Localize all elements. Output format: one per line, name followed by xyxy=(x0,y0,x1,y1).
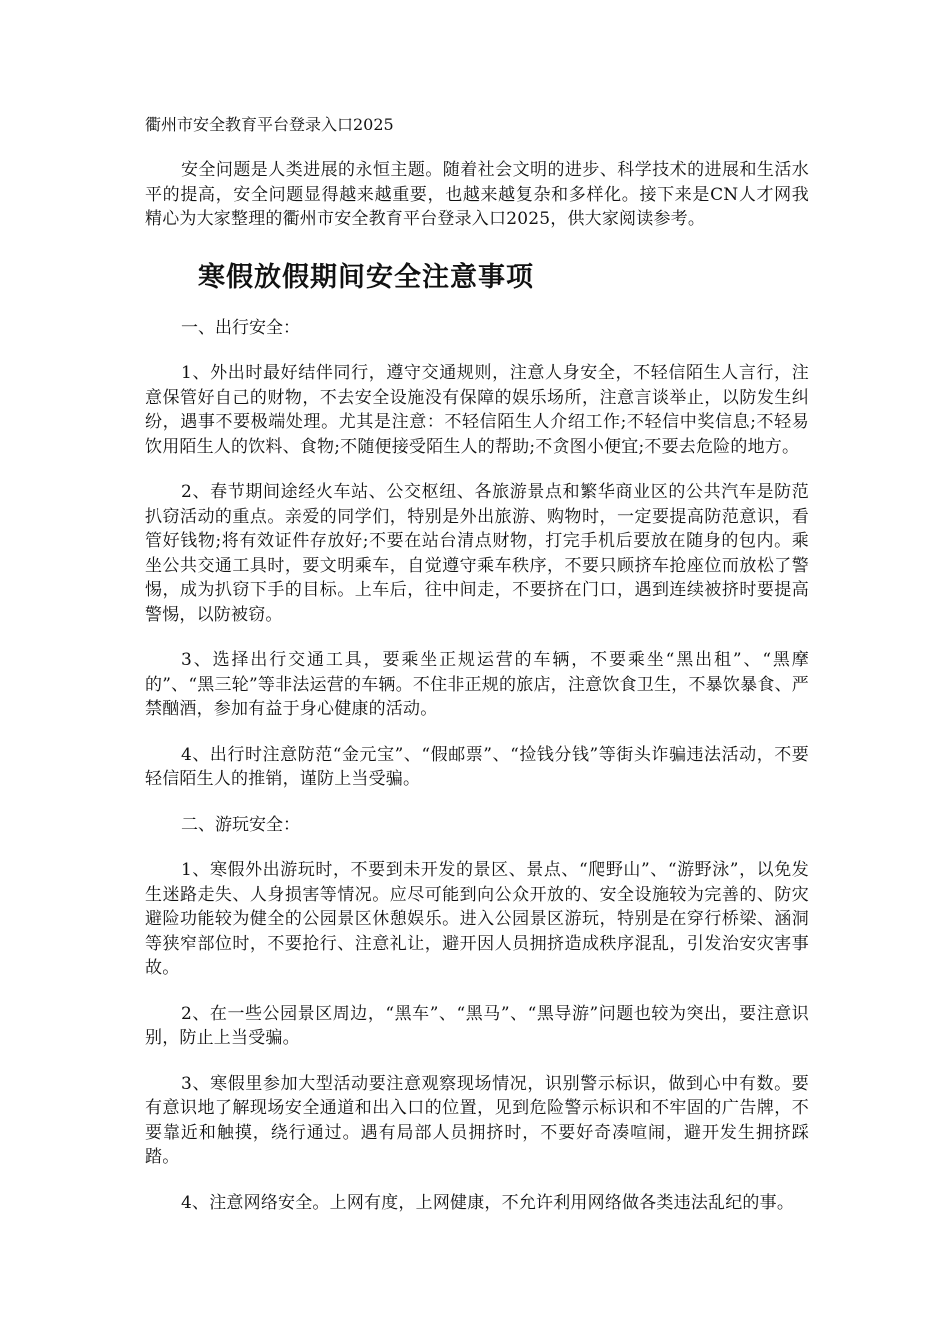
document-title: 衢州市安全教育平台登录入口2025 xyxy=(145,115,394,134)
leisure-item-4: 4、注意网络安全。上网有度，上网健康，不允许利用网络做各类违法乱纪的事。 xyxy=(181,1192,795,1213)
travel-item-1: 1、外出时最好结伴同行，遵守交通规则，注意人身安全，不轻信陌生人言行，注意保管好自己的财物，不去安全设施没有保障的娱乐场所，注意言谈举止，以防发生纠纷，遇事不要极端处理。尤其是注意：不轻信陌生人介绍工作;不轻信中奖信息;不轻易饮用陌生人的饮料、食物;不随便接受陌生人的帮助;不贪图小便宜;不要去危险的地方。 xyxy=(145,363,809,457)
intro-paragraph: 安全问题是人类进展的永恒主题。随着社会文明的进步、科学技术的进展和生活水平的提高，安全问题显得越来越重要，也越来越复杂和多样化。接下来是CN人才网我精心为大家整理的衢州市安全教育平台登录入口2025，供大家阅读参考。 xyxy=(145,160,809,229)
document-page xyxy=(145,113,809,1236)
travel-item-4: 4、出行时注意防范“金元宝”、“假邮票”、“捡钱分钱”等街头诈骗违法活动，不要轻信陌生人的推销，谨防上当受骗。 xyxy=(145,744,809,789)
section-title-travel: 一、出行安全： xyxy=(181,317,300,338)
section-title-leisure: 二、游玩安全： xyxy=(181,814,300,835)
travel-item-2: 2、春节期间途经火车站、公交枢纽、各旅游景点和繁华商业区的公共汽车是防范扒窃活动的重点。亲爱的同学们，特别是外出旅游、购物时，一定要提高防范意识，看管好钱物;将有效证件存放好;不要在站台清点财物，打完手机后要放在随身的包内。乘坐公共交通工具时，要文明乘车，自觉遵守乘车秩序，不要只顾挤车抢座位而放松了警惕，成为扒窃下手的目标。上车后，往中间走，不要挤在门口，遇到连续被挤时要提高警惕，以防被窃。 xyxy=(145,482,809,625)
leisure-item-3: 3、寒假里参加大型活动要注意观察现场情况，识别警示标识，做到心中有数。要有意识地了解现场安全通道和出入口的位置，见到危险警示标识和不牢固的广告牌，不要靠近和触摸，绕行通过。遇有局部人员拥挤时，不要好奇凑喧闹，避开发生拥挤踩踏。 xyxy=(145,1073,809,1167)
leisure-item-1: 1、寒假外出游玩时，不要到未开发的景区、景点、“爬野山”、“游野泳”，以免发生迷路走失、人身损害等情况。应尽可能到向公众开放的、安全设施较为完善的、防灾避险功能较为健全的公园景区休憩娱乐。进入公园景区游玩，特别是在穿行桥梁、涵洞等狭窄部位时，不要抢行、注意礼让，避开因人员拥挤造成秩序混乱，引发治安灾害事故。 xyxy=(145,860,809,978)
travel-item-3: 3、选择出行交通工具，要乘坐正规运营的车辆，不要乘坐“黑出租”、“黑摩的”、“黑三轮”等非法运营的车辆。不住非正规的旅店，注意饮食卫生，不暴饮暴食、严禁酗酒，参加有益于身心健康的活动。 xyxy=(145,650,809,719)
leisure-item-2: 2、在一些公园景区周边，“黑车”、“黑马”、“黑导游”问题也较为突出，要注意识别，防止上当受骗。 xyxy=(145,1003,809,1048)
main-heading: 寒假放假期间安全注意事项 xyxy=(198,261,534,293)
